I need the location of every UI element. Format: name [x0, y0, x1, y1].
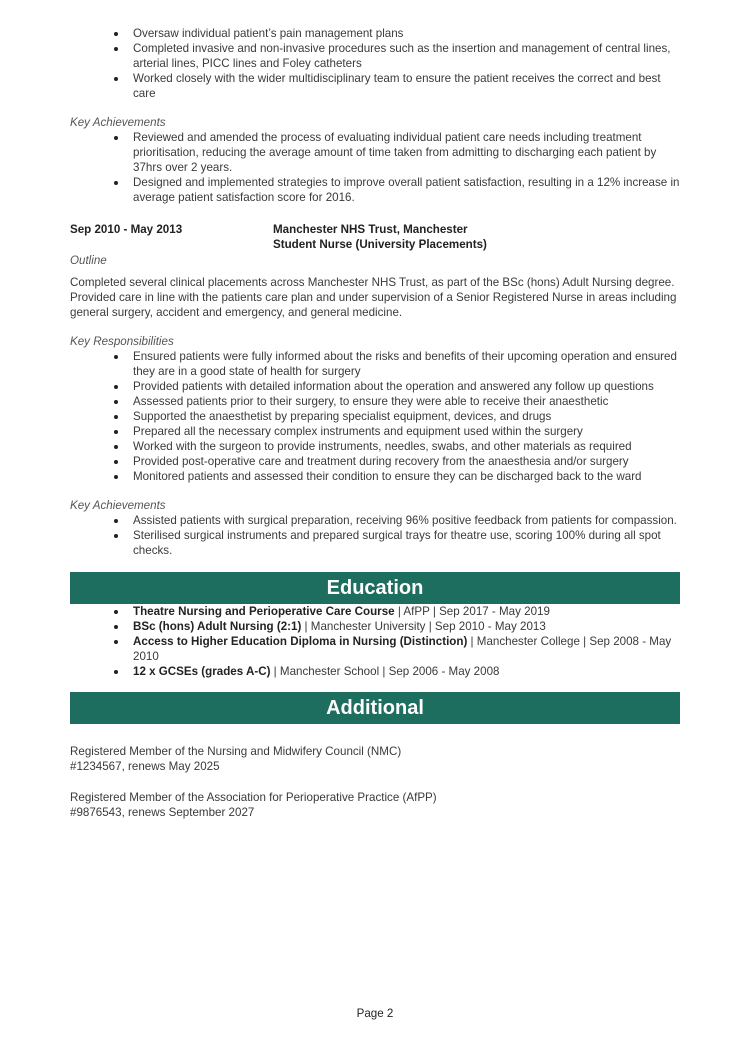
job-role [273, 222, 487, 252]
list-item: Worked with the surgeon to provide instruments, needles, swabs, and other materials as required [133, 439, 680, 454]
education-heading: Education [70, 572, 680, 604]
achievements-list [70, 513, 680, 558]
membership-number: #9876543, renews September 2027 [70, 806, 255, 819]
list-item: Provided patients with detailed information about the operation and answered any follow up questions [133, 379, 680, 394]
education-details: | Manchester University | Sep 2010 - May 2013 [301, 620, 546, 633]
job-employer: Manchester NHS Trust, Manchester [273, 223, 468, 236]
education-list [70, 604, 680, 679]
list-item: Completed invasive and non-invasive procedures such as the insertion and management of central lines, arterial lines, PICC lines and Foley catheters [133, 41, 680, 71]
education-details: | Manchester School | Sep 2006 - May 2008 [270, 665, 500, 678]
outline-heading: Outline [70, 254, 107, 267]
education-details: | AfPP | Sep 2017 - May 2019 [394, 605, 550, 618]
list-item: Worked closely with the wider multidisciplinary team to ensure the patient receives the correct and best care [133, 71, 680, 101]
education-name: Access to Higher Education Diploma in Nursing (Distinction) [133, 635, 468, 648]
page-number: Page 2 [356, 1007, 394, 1020]
job-dates: Sep 2010 - May 2013 [70, 223, 183, 236]
resume-page [70, 26, 680, 820]
list-item: Provided post-operative care and treatment during recovery from the anaesthesia and/or surgery [133, 454, 680, 469]
list-item: Prepared all the necessary complex instruments and equipment used within the surgery [133, 424, 680, 439]
membership-number: #1234567, renews May 2025 [70, 760, 220, 773]
list-item: Monitored patients and assessed their condition to ensure they can be discharged back to the ward [133, 469, 680, 484]
responsibilities-heading: Key Responsibilities [70, 335, 174, 348]
additional-heading: Additional [70, 692, 680, 724]
list-item: Reviewed and amended the process of evaluating individual patient care needs including treatment prioritisation, reducing the average amount of time taken from admitting to discharging each patient by 37hrs over 2 years. [133, 130, 680, 175]
list-item: Ensured patients were fully informed about the risks and benefits of their upcoming operation and ensured they are in a good state of health for surgery [133, 349, 680, 379]
list-item: Sterilised surgical instruments and prepared surgical trays for theatre use, scoring 100% during all spot checks. [133, 528, 680, 558]
list-item: Assessed patients prior to their surgery, to ensure they were able to receive their anaesthetic [133, 394, 680, 409]
responsibilities-list [70, 349, 680, 484]
additional-item [70, 744, 680, 774]
education-name: 12 x GCSEs (grades A-C) [133, 665, 271, 678]
education-item [133, 664, 680, 679]
education-name: BSc (hons) Adult Nursing (2:1) [133, 620, 302, 633]
prev-job-achievements-list [70, 130, 680, 205]
education-item [133, 604, 680, 619]
prev-job-responsibilities-list [70, 26, 680, 101]
education-item [133, 619, 680, 634]
job-title: Student Nurse (University Placements) [273, 238, 487, 251]
list-item: Oversaw individual patient’s pain management plans [133, 26, 680, 41]
membership-name: Registered Member of the Nursing and Midwifery Council (NMC) [70, 745, 402, 758]
education-name: Theatre Nursing and Perioperative Care Course [133, 605, 395, 618]
list-item: Assisted patients with surgical preparation, receiving 96% positive feedback from patients for compassion. [133, 513, 680, 528]
additional-item [70, 790, 680, 820]
list-item: Designed and implemented strategies to improve overall patient satisfaction, resulting in a 12% increase in average patient satisfaction score for 2016. [133, 176, 680, 204]
education-details: | Manchester College | Sep 2008 - May 2010 [133, 635, 672, 663]
prev-job-achievements-heading: Key Achievements [70, 116, 166, 129]
list-item: Supported the anaesthetist by preparing specialist equipment, devices, and drugs [133, 409, 680, 424]
job-header [70, 222, 680, 252]
outline-text: Completed several clinical placements across Manchester NHS Trust, as part of the BSc (hons) Adult Nursing degree. Provided care in line with the patients care plan and under supervision of a Senior Registered Nurse in areas including general surgery, accident and emergency, and general medicine. [70, 276, 677, 319]
membership-name: Registered Member of the Association for Perioperative Practice (AfPP) [70, 791, 437, 804]
education-item [133, 634, 680, 664]
achievements-heading: Key Achievements [70, 499, 166, 512]
